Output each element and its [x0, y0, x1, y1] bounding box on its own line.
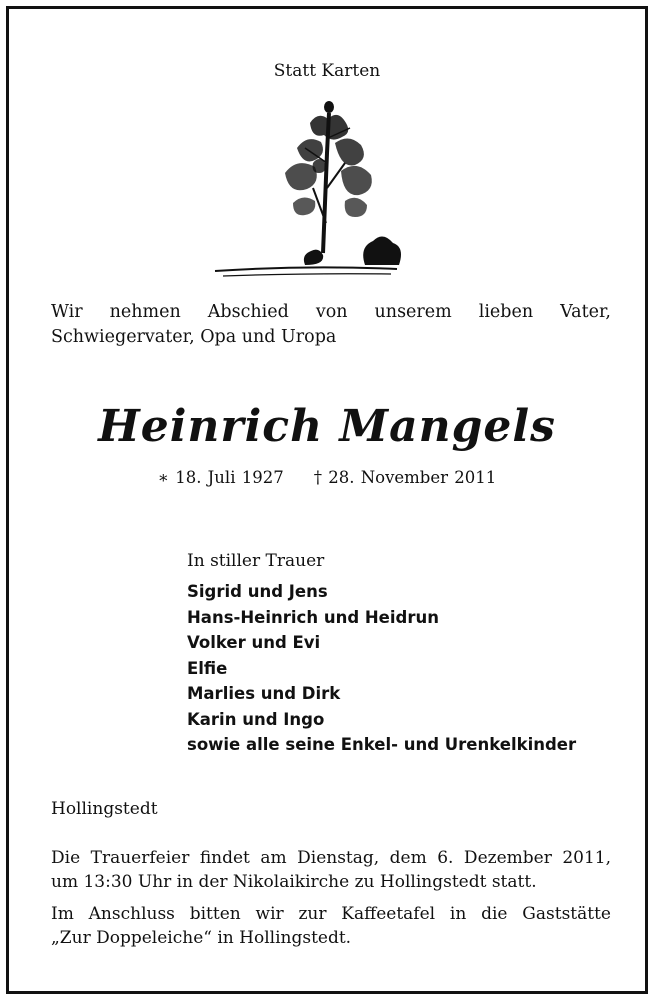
family-list [187, 579, 627, 758]
family-member: Sigrid und Jens [187, 582, 328, 601]
intro-line-2: Schwiegervater, Opa und Uropa [51, 327, 337, 347]
family-member: Karin und Ingo [187, 709, 325, 729]
intro-text [51, 300, 611, 350]
mourners-block [187, 549, 627, 758]
deceased-name: Heinrich Mangels [98, 401, 556, 452]
place-name: Hollingstedt [51, 799, 158, 819]
life-dates [9, 468, 645, 487]
notice-border [6, 6, 648, 994]
reception-line-1: Im Anschluss bitten wir zur Kaffeetafel in die Gaststätte [51, 904, 611, 924]
birch-tree-icon [205, 93, 405, 283]
obituary-notice [9, 9, 645, 991]
mourning-lead: In stiller Trauer [187, 551, 325, 571]
ceremony-info [51, 846, 611, 958]
reception-paragraph [51, 902, 611, 950]
reception-line-2: „Zur Doppeleiche“ in Hollingstedt. [51, 928, 352, 948]
family-member: Volker und Evi [187, 633, 321, 652]
notice-header: Statt Karten [273, 61, 381, 81]
birth-date: ∗ 18. Juli 1927 [157, 468, 284, 487]
ceremony-line-2: um 13:30 Uhr in der Nikolaikirche zu Hollingstedt statt. [51, 872, 537, 892]
ceremony-paragraph [51, 846, 611, 894]
family-member: sowie alle seine Enkel- und Urenkelkinder [187, 735, 577, 754]
family-member: Elfie [187, 658, 228, 678]
family-member: Hans-Heinrich und Heidrun [187, 607, 439, 627]
intro-line-1: Wir nehmen Abschied von unserem lieben Vater, [51, 302, 611, 322]
family-member: Marlies und Dirk [187, 684, 341, 703]
death-date: † 28. November 2011 [313, 468, 497, 487]
ceremony-line-1: Die Trauerfeier findet am Dienstag, dem 6. Dezember 2011, [51, 848, 611, 868]
